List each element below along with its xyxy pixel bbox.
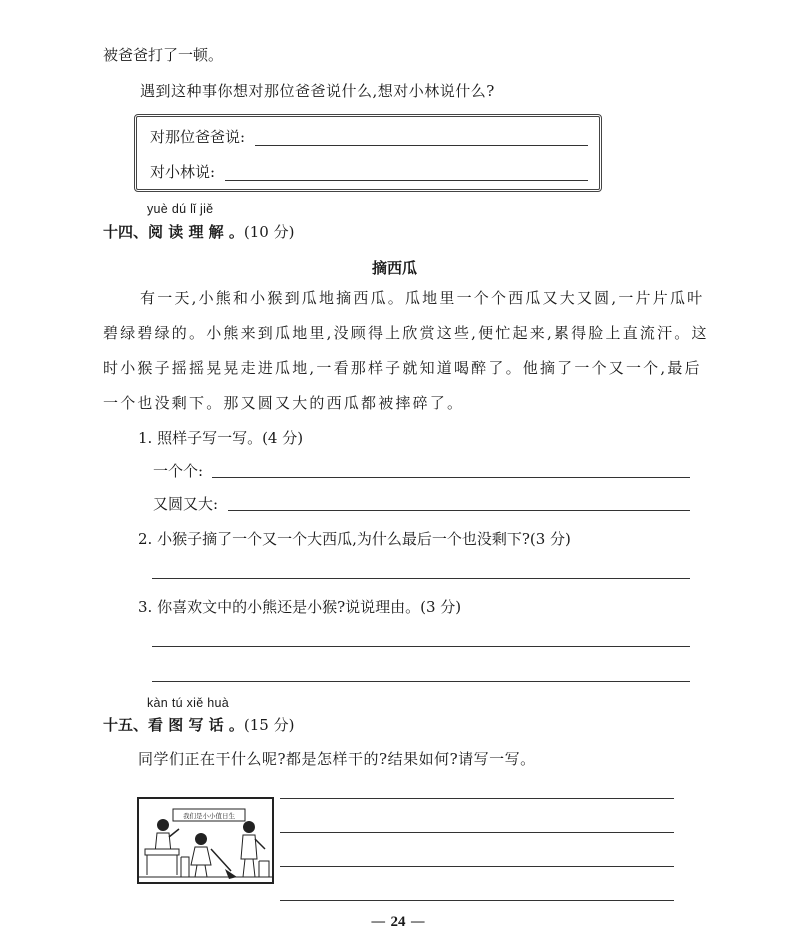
q3-answer-line-2[interactable] [152, 681, 690, 682]
picture-sign-text: 我们是小小值日生 [183, 812, 235, 820]
story-title: 摘西瓜 [372, 259, 418, 277]
section15-prompt: 同学们正在干什么呢?都是怎样干的?结果如何?请写一写。 [138, 750, 536, 768]
story-line-3: 时小猴子摇摇晃晃走进瓜地,一看那样子就知道喝醉了。他摘了一个又一个,最后 [103, 359, 702, 377]
label-to-xiaolin: 对小林说: [150, 163, 216, 181]
section15-score: (15 分) [243, 716, 295, 734]
page-number: 24 [390, 914, 406, 930]
q1-label-youyuanyouda: 又圆又大: [153, 495, 219, 513]
illustration-duty-students [137, 797, 274, 884]
illustration-drawing [139, 799, 272, 882]
writing-line-3[interactable] [280, 866, 674, 867]
question-3: 3. 你喜欢文中的小熊还是小猴?说说理由。(3 分) [138, 598, 462, 616]
section14-pinyin: yuè dú lǐ jiě [147, 202, 214, 216]
question-text: 遇到这种事你想对那位爸爸说什么,想对小林说什么? [140, 82, 495, 100]
q1-answer-line-b[interactable] [228, 510, 690, 511]
q1-answer-line-a[interactable] [212, 477, 690, 478]
story-line-2: 碧绿碧绿的。小熊来到瓜地里,没顾得上欣赏这些,便忙起来,累得脸上直流汗。这 [103, 324, 709, 342]
writing-line-4[interactable] [280, 900, 674, 901]
section14-heading-text: 十四、阅 读 理 解 。 [103, 223, 244, 241]
section14-score: (10 分) [243, 223, 295, 241]
section15-heading [103, 714, 294, 735]
page-footer: — 24 — [370, 912, 426, 930]
question-2: 2. 小猴子摘了一个又一个大西瓜,为什么最后一个也没剩下?(3 分) [138, 530, 571, 548]
label-to-father: 对那位爸爸说: [150, 128, 246, 146]
story-line-1: 有一天,小熊和小猴到瓜地摘西瓜。瓜地里一个个西瓜又大又圆,一片片瓜叶 [140, 289, 705, 307]
q3-answer-line-1[interactable] [152, 646, 690, 647]
question-1: 1. 照样子写一写。(4 分) [138, 429, 304, 447]
answer-line-father[interactable] [255, 145, 588, 146]
writing-line-2[interactable] [280, 832, 674, 833]
section14-heading [103, 221, 294, 242]
answer-line-xiaolin[interactable] [225, 180, 588, 181]
section15-pinyin: kàn tú xiě huà [147, 696, 230, 710]
story-line-4: 一个也没剩下。那又圆又大的西瓜都被摔碎了。 [103, 394, 465, 412]
previous-text-line: 被爸爸打了一顿。 [103, 46, 224, 64]
section15-heading-text: 十五、看 图 写 话 。 [103, 716, 244, 734]
q1-label-yigege: 一个个: [153, 462, 204, 480]
q2-answer-line[interactable] [152, 578, 690, 579]
writing-line-1[interactable] [280, 798, 674, 799]
